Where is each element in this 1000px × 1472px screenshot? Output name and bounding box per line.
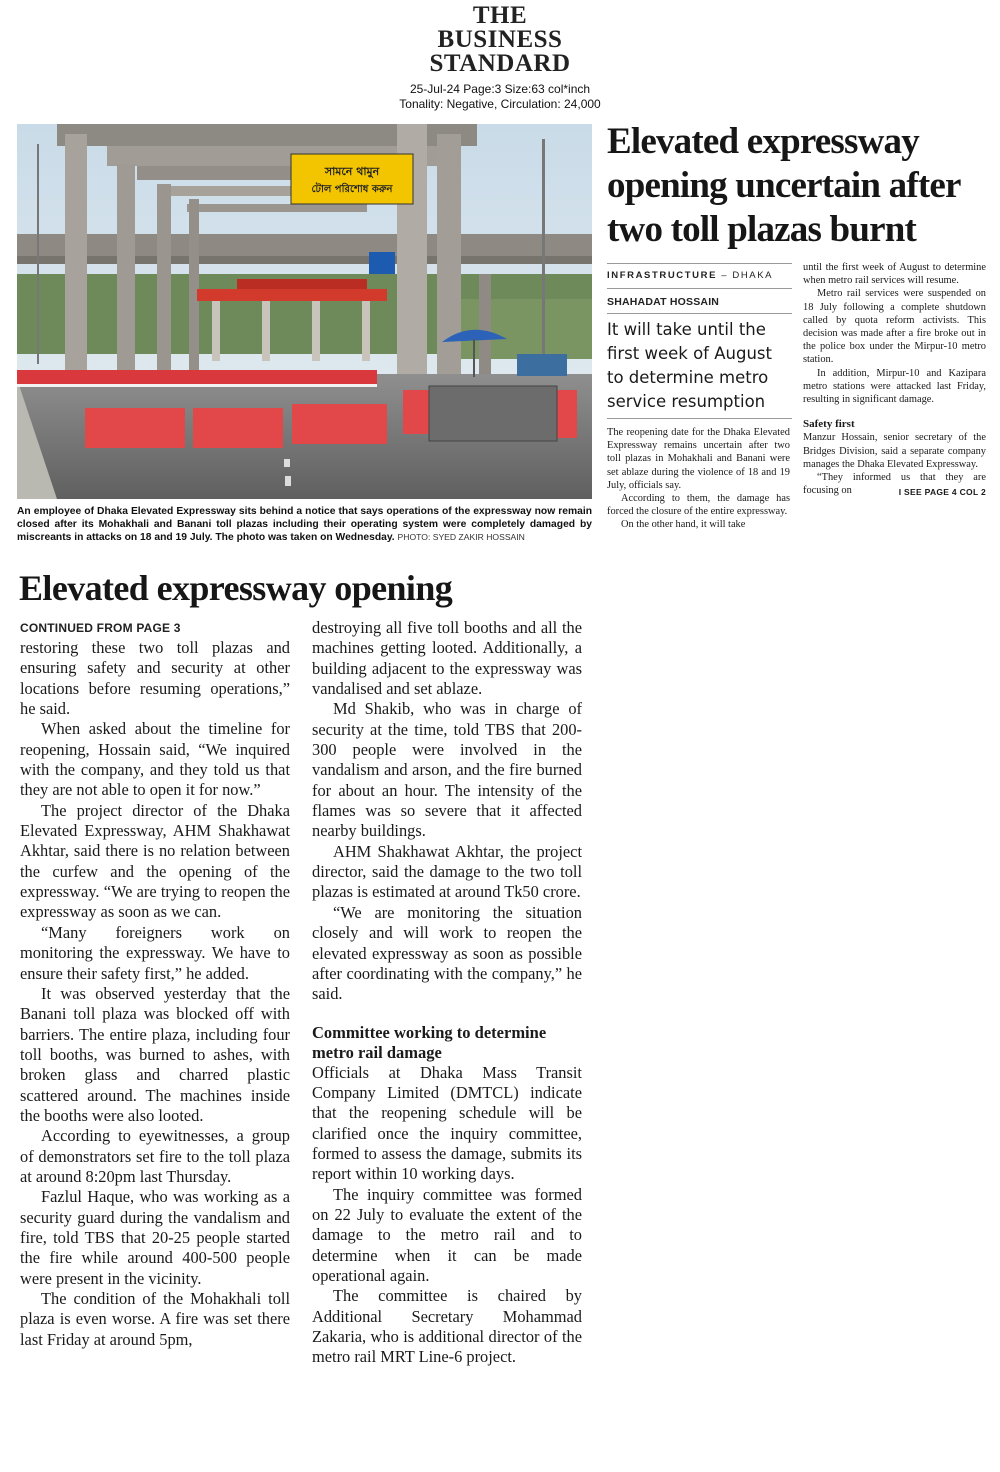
paragraph: On the other hand, it will take bbox=[621, 519, 746, 531]
rule-divider bbox=[607, 313, 792, 314]
paragraph: The condition of the Mohakhali toll plaza is even worse. A fire was set there last Friday at around 5pm, bbox=[20, 1289, 290, 1349]
paragraph: The project director of the Dhaka Elevated Expressway, AHM Shakhawat Akhtar, said there is no relation between the curfew and the opening of the expressway. “We are trying to reopen the expressway as soon as we can. bbox=[20, 800, 290, 922]
photo-caption bbox=[17, 505, 592, 545]
continuation-column-2 bbox=[312, 618, 582, 1368]
newspaper-logo bbox=[380, 4, 620, 76]
paragraph: “Many foreigners work on monitoring the expressway. We have to ensure their safety first,” he added. bbox=[20, 922, 290, 983]
subhead: Safety first bbox=[803, 418, 855, 431]
paragraph: The committee is chaired by Additional Secretary Mohammad Zakaria, who is additional director of the metro rail MRT Line-6 project. bbox=[312, 1286, 582, 1367]
subhead: Committee working to determine metro rail damage bbox=[312, 1022, 547, 1062]
paragraph: restoring these two toll plazas and ensuring safety and security at other locations before resuming operations,” he said. bbox=[20, 638, 290, 719]
continued-from-label: CONTINUED FROM PAGE 3 bbox=[20, 621, 181, 635]
clip-tonality: Tonality: Negative, Circulation: 24,000 bbox=[399, 97, 601, 111]
paragraph: Officials at Dhaka Mass Transit Company Limited (DMTCL) indicate that the reopening schedule will be clarified once the inquiry committee, formed to assess the damage, submits its report within 10 working days. bbox=[312, 1062, 582, 1184]
article-headline: Elevated expressway opening uncertain after two toll plazas burnt bbox=[607, 121, 960, 250]
clip-metadata bbox=[380, 82, 620, 112]
paragraph: Fazlul Haque, who was working as a security guard during the vandalism and fire, told TBS that 20-25 people started the fire while around 400-500 people were present in the vicinity. bbox=[20, 1187, 290, 1288]
caption-text: An employee of Dhaka Elevated Expressway sits behind a notice that says operations of the expressway now remain closed after its Mohakhali and Banani toll plazas including their operating system were completely damaged by miscreants in attacks on 18 and 19 July. The photo was taken on Wednesday. bbox=[17, 506, 592, 544]
paragraph: It was observed yesterday that the Banani toll plaza was blocked off with barriers. The entire plaza, including four toll booths, was burned to ashes, with broken glass and charred plastic scattered around. The machines inside the booths were also looted. bbox=[20, 983, 290, 1125]
paragraph-text: “They informed us that they are focusing on bbox=[803, 472, 986, 497]
see-page-jump: I SEE PAGE 4 COL 2 bbox=[898, 487, 986, 498]
paragraph: Md Shakib, who was in charge of security at the time, told TBS that 200-300 people were involved in the vandalism and arson, and the fire burned for about an hour. The intensity of the flames was so severe that it affected nearby buildings. bbox=[312, 699, 582, 841]
sign-text-line-1: সামনে থামুন bbox=[324, 165, 380, 178]
paragraph: According to them, the damage has forced the closure of the entire expressway. bbox=[607, 493, 790, 518]
rule-divider bbox=[607, 288, 792, 289]
section-kicker bbox=[607, 270, 773, 281]
paragraph: The reopening date for the Dhaka Elevated Expressway remains uncertain after two toll plazas in Mohakhali and Banani were set ablaze during the violence of 18 and 19 July, officials say. bbox=[607, 427, 790, 491]
paragraph: Metro rail services were suspended on 18 July following a complete shutdown called by quota reform activists. This decision was made after a fire broke out in the police box under the Mirpur-10 metro station. bbox=[803, 288, 986, 366]
news-photo bbox=[17, 124, 592, 499]
paragraph: until the first week of August to determine when metro rail services will resume. bbox=[803, 262, 986, 287]
clip-date-page: 25-Jul-24 Page:3 Size:63 col*inch bbox=[409, 82, 591, 96]
continuation-column-1 bbox=[20, 638, 290, 1350]
logo-line: BUSINESS bbox=[437, 26, 563, 53]
paragraph: The inquiry committee was formed on 22 July to evaluate the extent of the damage to the metro rail and to determine when it can be made operational again. bbox=[312, 1184, 582, 1285]
masthead bbox=[380, 4, 620, 112]
byline: SHAHADAT HOSSAIN bbox=[607, 296, 720, 308]
article-column-2 bbox=[803, 261, 986, 499]
article-blurb: It will take until the first week of August to determine metro service resumption bbox=[607, 320, 772, 411]
paragraph: Manzur Hossain, senior secretary of the Bridges Division, said a separate company manages the Dhaka Elevated Expressway. bbox=[803, 432, 986, 470]
logo-line: STANDARD bbox=[429, 50, 571, 77]
paragraph bbox=[803, 471, 986, 497]
paragraph: In addition, Mirpur-10 and Kazipara metro stations were attacked last Friday, resulting in significant damage. bbox=[803, 367, 986, 406]
paragraph: AHM Shakhawat Akhtar, the project director, said the damage to the two toll plazas is estimated at around Tk50 crore. bbox=[312, 841, 582, 902]
article-column-1 bbox=[607, 426, 790, 532]
rule-divider bbox=[607, 418, 792, 419]
paragraph: When asked about the timeline for reopening, Hossain said, “We inquired with the company, and they told us that they are not able to open it for now.” bbox=[20, 719, 290, 800]
continuation-headline: Elevated expressway opening bbox=[19, 568, 453, 608]
paragraph: According to eyewitnesses, a group of demonstrators set fire to the toll plaza at around 8:20pm last Thursday. bbox=[20, 1126, 290, 1186]
kicker-location: – DHAKA bbox=[721, 270, 774, 281]
sign-text-line-2: টোল পরিশোধ করুন bbox=[311, 184, 393, 195]
paragraph: “We are monitoring the situation closely and will work to reopen the elevated expressway as soon as possible after coordinating with the company,” he said. bbox=[312, 902, 582, 1004]
photo-credit: PHOTO: SYED ZAKIR HOSSAIN bbox=[397, 532, 525, 543]
logo-line: THE bbox=[472, 2, 528, 29]
rule-divider bbox=[607, 263, 792, 264]
kicker-section: INFRASTRUCTURE bbox=[607, 270, 718, 281]
paragraph: destroying all five toll booths and all the machines getting looted. Additionally, a building adjacent to the expressway was vandalised and set ablaze. bbox=[312, 618, 582, 699]
